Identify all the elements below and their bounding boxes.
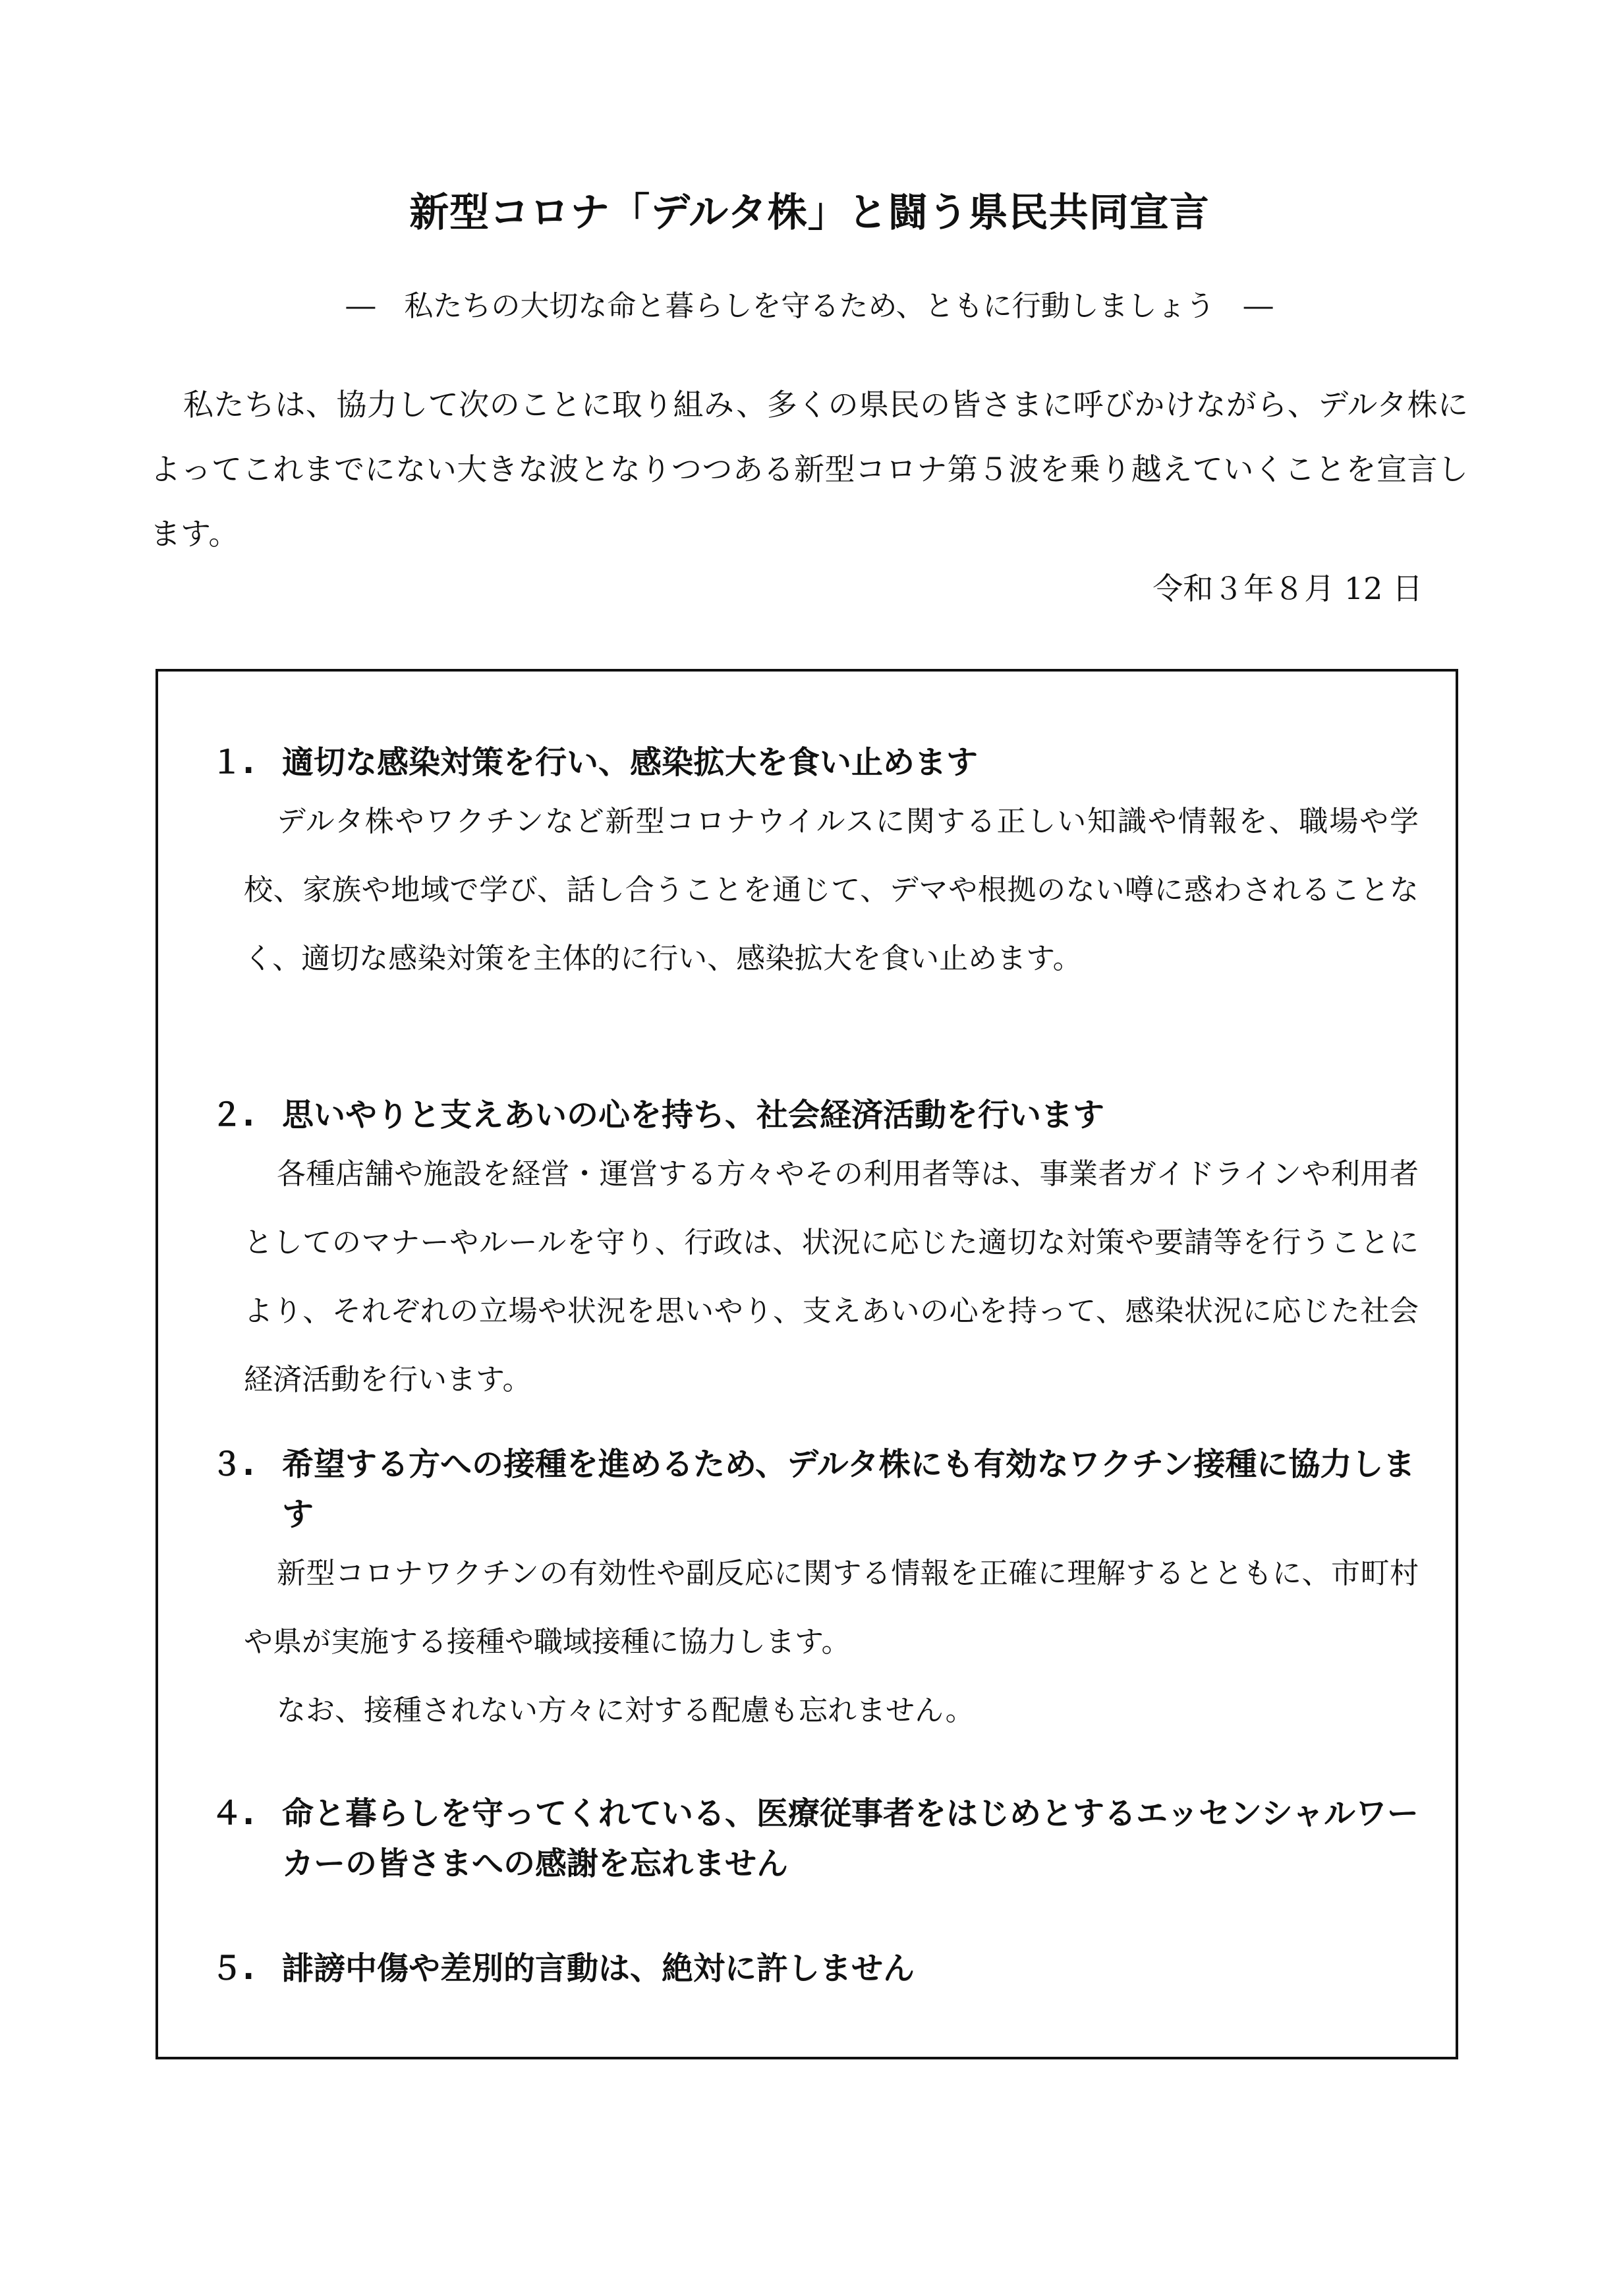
item-heading-text: 適切な感染対策を行い、感染拡大を食い止めます [282, 744, 979, 781]
item-number: ３. [211, 1446, 255, 1483]
item-heading-text: 思いやりと支えあいの心を持ち、社会経済活動を行います [282, 1097, 1105, 1134]
declaration-date: 令和３年８月 12 日 [1152, 571, 1423, 606]
declaration-box [156, 669, 1458, 2059]
declaration-item-5 [158, 1943, 1456, 1994]
item-heading [158, 1090, 1456, 1140]
page-title: 新型コロナ「デルタ株」と闘う県民共同宣言 [409, 190, 1210, 236]
page-subtitle: ― 私たちの大切な命と暮らしを守るため、ともに行動しましょう ― [346, 289, 1273, 323]
item-note: なお、接種されない方々に対する配慮も忘れません。 [277, 1694, 975, 1727]
declaration-item-4 [158, 1789, 1456, 1889]
item-number: ２. [211, 1097, 255, 1134]
item-heading [158, 1943, 1456, 1994]
item-number: ５. [211, 1950, 255, 1987]
item-body: 新型コロナワクチンの有効性や副反応に関する情報を正確に理解するとともに、市町村や県が実施する接種や職域接種に協力します。 [244, 1557, 1419, 1659]
declaration-item-1 [158, 737, 1456, 993]
intro-paragraph: 私たちは、協力して次のことに取り組み、多くの県民の皆さまに呼びかけながら、デルタ株によってこれまでにない大きな波となりつつある新型コロナ第５波を乗り越えていくことを宣言します。 [150, 387, 1468, 552]
item-heading-text: 命と暮らしを守ってくれている、医療従事者をはじめとするエッセンシャルワーカーの皆さまへの感謝を忘れません [282, 1795, 1419, 1882]
item-body: デルタ株やワクチンなど新型コロナウイルスに関する正しい知識や情報を、職場や学校、家族や地域で学び、話し合うことを通じて、デマや根拠のない噂に惑わされることなく、適切な感染対策を主体的に行い、感染拡大を食い止めます。 [244, 805, 1419, 975]
item-heading [158, 1439, 1456, 1539]
item-body: 各種店舗や施設を経営・運営する方々やその利用者等は、事業者ガイドラインや利用者としてのマナーやルールを守り、行政は、状況に応じた適切な対策や要請等を行うことにより、それぞれの立場や状況を思いやり、支えあいの心を持って、感染状況に応じた社会経済活動を行います。 [244, 1157, 1419, 1396]
item-heading [158, 1789, 1456, 1889]
item-heading-text: 誹謗中傷や差別的言動は、絶対に許しません [282, 1950, 915, 1987]
item-heading-text: 希望する方への接種を進めるため、デルタ株にも有効なワクチン接種に協力します [282, 1446, 1415, 1533]
declaration-item-2 [158, 1090, 1456, 1414]
item-number: １. [211, 744, 255, 781]
item-number: ４. [211, 1795, 255, 1832]
declaration-item-3 [158, 1439, 1456, 1745]
item-heading [158, 737, 1456, 788]
